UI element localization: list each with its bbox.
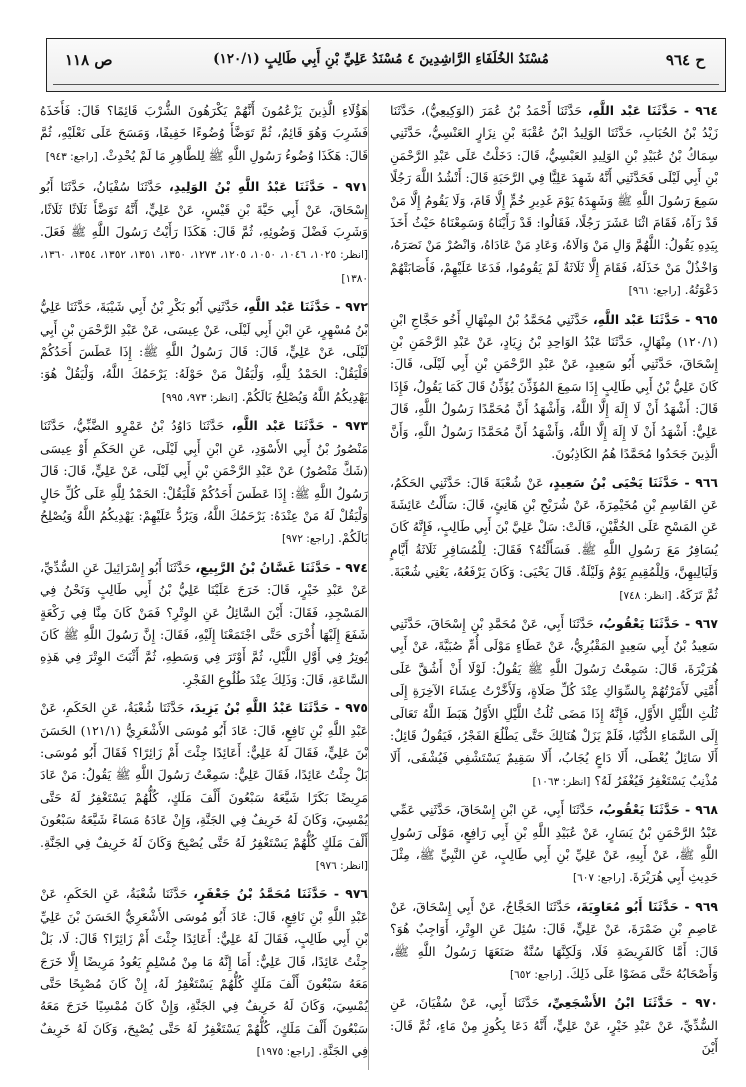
hadith-text: حَدَّثَنِي أَبُو بَكْرِ بْنُ أَبِي شَيْبَةَ، حَدَّثَنَا عَلِيُّ بْنُ مُسْهِرٍ، عَنِ ابْنِ أَبِي لَيْلَى، عَنْ عِيسَى، عَنْ عَبْدِ الرَّحْمَنِ بْنِ أَبِي لَيْلَى، عَنْ عَلِيٍّ، قَالَ: قَالَ رَسُولُ اللَّهِ ﷺ: إِذَا عَطَسَ أَحَدُكُمْ فَلْيَقُلْ: الحَمْدُ لِلَّهِ، وَلْيَقُلْ مَنْ حَوْلَهُ: يَرْحَمُكَ اللَّهُ، وَلْيَقُلْ هُوَ: يَهْدِيكُمُ اللَّهُ وَيُصْلِحُ بَالَكُمْ. [40,299,368,404]
hadith-text: حَدَّثَنَا شُعْبَةُ، عَنِ الحَكَمِ، عَنْ عَبْدِ اللَّهِ بْنِ نَافِعٍ، قَالَ: عَادَ أَبُو مُوسَى الأَشْعَرِيُّ الحَسَنَ بْنَ عَلِيِّ بْنِ أَبِي طَالِبٍ، فَقَالَ لَهُ عَلِيٌّ: أَعَائِدًا جِئْتَ أَمْ زَائِرًا؟ قَالَ: لَا، بَلْ جِئْتُ عَائِدًا، قَالَ عَلِيٌّ: أَمَا إِنَّهُ مَا مِنْ مُسْلِمٍ يَعُودُ مَرِيضًا إِلَّا خَرَجَ مَعَهُ سَبْعُونَ أَلْفَ مَلَكٍ كُلُّهُمْ يَسْتَغْفِرُ لَهُ، إِنْ كَانَ مُصْبِحًا حَتَّى يُمْسِيَ، وَكَانَ لَهُ خَرِيفٌ فِي الجَنَّةِ، وَإِنْ كَانَ مُمْسِيًا خَرَجَ مَعَهُ سَبْعُونَ أَلْفَ مَلَكٍ، كُلُّهُمْ يَسْتَغْفِرُ لَهُ حَتَّى يُصْبِحَ، وَكَانَ لَهُ خَرِيفٌ فِي الجَنَّةِ. [40,886,368,1059]
right-column [390,100,718,1066]
hadith-text: حَدَّثَنِي مُحَمَّدُ بْنُ المِنْهَالِ أَخُو حَجَّاجِ ابْنِ (١٢٠/١) مِنْهَالٍ، حَدَّثَنَا عَبْدُ الوَاحِدِ بْنُ زِيَادٍ، عَنْ عَبْدِ الرَّحْمَنِ بْنِ إِسْحَاقَ، حَدَّثَنِي أَبُو سَعِيدٍ، عَنْ عَبْدِ الرَّحْمَنِ بْنِ أَبِي لَيْلَى، قَالَ: كَانَ عَلِيُّ بْنُ أَبِي طَالِبٍ إِذَا سَمِعَ المُؤَذِّنَ يُؤَذِّنُ قَالَ كَمَا يَقُولُ، فَإِذَا قَالَ: أَشْهَدُ أَنْ لَا إِلَهَ إِلَّا اللَّهُ، وَأَشْهَدُ أَنَّ مُحَمَّدًا رَسُولُ اللَّهِ، قَالَ عَلِيٌّ: أَشْهَدُ أَنْ لَا إِلَهَ إِلَّا اللَّهُ، وَأَشْهَدُ أَنَّ مُحَمَّدًا رَسُولُ اللَّهِ، وَأَنَّ الَّذِينَ جَحَدُوا مُحَمَّدًا هُمُ الكَاذِبُونَ. [390,311,718,462]
hadith-974 [40,557,368,691]
hadith-972 [40,296,368,409]
hadith-text: حَدَّثَنَا أَبِي، عَنْ سُفْيَانَ، عَنِ السُّدِّيِّ، عَنْ عَبْدِ خَيْرٍ، عَنْ عَلِيٍّ، أَنَّهُ دَعَا بِكُوزٍ مِنْ مَاءٍ، ثُمَّ قَالَ: أَيْنَ [390,995,718,1056]
hadith-reference: [انظر: ٩٧٣، ٩٩٥] [161,391,238,404]
hadith-text: حَدَّثَنَا دَاوُدُ بْنُ عَمْرٍو الضَّبِّيُّ، حَدَّثَنَا مَنْصُورُ بْنُ أَبِي الأَسْوَدِ، عَنِ ابْنِ أَبِي لَيْلَى، عَنِ الحَكَمِ أَوْ عِيسَى (شَكَّ مَنْصُورٌ) عَنْ عَبْدِ الرَّحْمَنِ بْنِ أَبِي لَيْلَى، عَنْ عَلِيٍّ، قَالَ: قَالَ رَسُولُ اللَّهِ ﷺ: إِذَا عَطَسَ أَحَدُكُمْ فَلْيَقُلْ: الحَمْدُ لِلَّهِ عَلَى كُلِّ حَالٍ وَلْيَقُلْ لَهُ مَنْ عِنْدَهُ: يَرْحَمُكَ اللَّهُ، وَيَرُدُّ عَلَيْهِمْ: يَهْدِيكُمُ اللَّهُ وَيُصْلِحُ بَالَكُمْ. [40,418,368,546]
hadith-965 [390,309,718,466]
hadith-reference: [راجع: ٦٥٢] [509,969,563,982]
hadith-number: ٩٦٥ - حَدَّثَنَا عَبْد اللَّهِ، [592,311,718,327]
hadith-text: حَدَّثَنَا أَبِي، عَنِ ابْنِ إِسْحَاقَ، حَدَّثَنِي عَمِّي عَبْدُ الرَّحْمَنِ بْنُ يَسَارٍ، عَنْ عُبَيْدِ اللَّهِ بْنِ أَبِي رَافِعٍ، مَوْلَى رَسُولِ اللَّهِ ﷺ، عَنْ أَبِيهِ، عَنْ عَلِيِّ بْنِ أَبِي طَالِبٍ، عَنِ النَّبِيِّ ﷺ، مِثْلَ حَدِيثِ أَبِي هُرَيْرَةَ. [390,802,718,885]
hadith-975 [40,697,368,877]
hadith-reference: [انظر: ٧٤٨] [619,589,672,602]
hadith-964 [390,100,718,303]
hadith-reference: [راجع: ١٩٧٥] [256,1046,315,1059]
hadith-text: عَنْ شُعْبَةَ قَالَ: حَدَّثَنِي الحَكَمُ، عَنِ القَاسِمِ بْنِ مُخَيْمِرَةَ، عَنْ شُرَيْحِ بْنِ هَانِئٍ، قَالَ: سَأَلْتُ عَائِشَةَ عَنِ المَسْحِ عَلَى الخُفَّيْنِ، قَالَتْ: سَلْ عَلِيَّ بْنَ أَبِي طَالِبٍ، فَإِنَّهُ كَانَ يُسَافِرُ مَعَ رَسُولِ اللَّهِ ﷺ. فَسَأَلْتُهُ؟ فَقَالَ: لِلْمُسَافِرِ ثَلَاثَةُ أَيَّامٍ وَلَيَالِيهِنَّ، وَلِلْمُقِيمِ يَوْمٌ وَلَيْلَةٌ. قَالَ يَحْيَى: وَكَانَ يَرْفَعُهُ، يَعْنِي شُعْبَةَ. ثُمَّ تَرَكَهُ. [390,474,718,602]
header-page-number: ص ١١٨ [65,51,113,69]
hadith-973 [40,415,368,550]
hadith-reference: [انظر: ٩٧٦] [315,860,368,872]
hadith-966 [390,472,718,607]
hadith-970-continued [40,100,368,168]
hadith-976 [40,883,368,1063]
hadith-text: حَدَّثَنَا أَبِي، عَنْ مُحَمَّدِ بْنِ إِسْحَاقَ، حَدَّثَنِي سَعِيدُ بْنُ أَبِي سَعِيدٍ المَقْبُرِيُّ، عَنْ عَطَاءٍ مَوْلَى أُمِّ صُبَيَّةَ، عَنْ أَبِي هُرَيْرَةَ، قَالَ: سَمِعْتُ رَسُولَ اللَّهِ ﷺ يَقُولُ: لَوْلَا أَنْ أَشُقَّ عَلَى أُمَّتِي لَأَمَرْتُهُمْ بِالسِّوَاكِ عِنْدَ كُلِّ صَلَاةٍ، وَلَأَخَّرْتُ عِشَاءَ الآخِرَةِ إِلَى ثُلُثِ اللَّيْلِ الأَوَّلِ، فَإِنَّهُ إِذَا مَضَى ثُلُثُ اللَّيْلِ الأَوَّلُ هَبَطَ اللَّهُ تَعَالَى إِلَى السَّمَاءِ الدُّنْيَا، فَلَمْ يَزَلْ هُنَالِكَ حَتَّى يَطْلُعَ الفَجْرُ، فَيَقُولُ قَائِلٌ: أَلَا سَائِلٌ يُعْطَى، أَلَا دَاعٍ يُجَابُ، أَلَا سَقِيمٌ يَسْتَشْفِي فَيُشْفَى، أَلَا مُذْنِبٌ يَسْتَغْفِرُ فَيُغْفَرُ لَهُ؟ [390,615,718,788]
hadith-number: ٩٦٨ - حَدَّثَنَا يَعْقُوبُ، [598,802,718,818]
hadith-reference: [راجع: ٩٦١] [628,285,681,298]
hadith-number: ٩٧٣ - حَدَّثَنَا عَبْد اللَّهِ، [231,418,368,434]
header-title: مُسْنَدُ الخُلَفَاءِ الرَّاشِدِينَ ٤ مُسْنَدُ عَلِيِّ بْنِ أَبِي طَالِبٍ (١٢٠/١) [213,51,549,67]
hadith-number: ٩٦٧ - حَدَّثَنَا يَعْقُوبُ، [598,615,718,631]
hadith-number: ٩٧١ - حَدَّثَنَا عَبْدُ اللَّهِ بْنُ الوَلِيدِ، [168,179,368,195]
page-header [46,38,726,92]
hadith-967 [390,613,718,793]
hadith-text: حَدَّثَنَا الحَجَّاجُ، عَنْ أَبِي إِسْحَاقَ، عَنْ عَاصِمِ بْنِ ضَمْرَةَ، عَنْ عَلِيٍّ، قَالَ: سُئِلَ عَنِ الوِتْرِ، أَوَاجِبٌ هُوَ؟ قَالَ: أَمَّا كَالفَرِيضَةِ فَلَا، وَلَكِنَّهَا سُنَّةٌ صَنَعَهَا رَسُولُ اللَّهِ ﷺ، وَأَصْحَابُهُ حَتَّى مَضَوْا عَلَى ذَلِكَ. [390,898,718,982]
header-rule [53,84,719,85]
left-column [40,100,368,1070]
hadith-number: ٩٧٢ - حَدَّثَنَا عَبْد اللَّهِ، [243,299,368,315]
hadith-970 [390,992,718,1059]
hadith-reference: [راجع: ٩٤٣] [45,150,98,163]
hadith-number: ٩٦٦ - حَدَّثَنَا يَحْيَى بْنُ سَعِيدٍ، [548,474,718,490]
hadith-reference: [راجع: ٩٧٢] [281,533,335,546]
hadith-number: ٩٦٤ - حَدَّثَنَا عَبْد اللَّهِ، [587,103,718,118]
hadith-969 [390,896,718,987]
hadith-reference: [راجع: ٦٠٧] [573,872,626,885]
hadith-number: ٩٧٥ - حَدَّثَنَا عَبْدُ اللَّهِ بْنُ يَزِيدَ، [189,700,368,716]
hadith-number: ٩٦٩ - حَدَّثَنَا أَبُو مُعَاوِيَةَ، [576,898,718,914]
hadith-text: حَدَّثَنَا أَحْمَدُ بْنُ عُمَرَ (الوَكِيعِيُّ)، حَدَّثَنَا زَيْدُ بْنُ الحُبَابِ، حَدَّثَنَا الوَلِيدُ ابْنُ عُقْبَةَ بْنِ نِزَارٍ العَنْسِيُّ، حَدَّثَنِي سِمَاكُ بْنُ عُبَيْدِ بْنِ الوَلِيدِ العَبْسِيُّ، قَالَ: دَخَلْتُ عَلَى عَبْدِ الرَّحْمَنِ بْنِ أَبِي لَيْلَى فَحَدَّثَنِي أَنَّهُ شَهِدَ عَلِيًّا فِي الرَّحَبَةِ قَالَ: أَنْشُدُ اللَّهَ رَجُلًا سَمِعَ رَسُولَ اللَّهِ ﷺ وَشَهِدَهُ يَوْمَ غَدِيرِ خُمٍّ إِلَّا قَامَ، وَلَا يَقُومُ إِلَّا مَنْ قَدْ رَآهُ، فَقَامَ اثْنَا عَشَرَ رَجُلًا، فَقَالُوا: قَدْ رَأَيْنَاهُ وَسَمِعْنَاهُ حَيْثُ أَخَذَ بِيَدِهِ يَقُولُ: اللَّهُمَّ وَالِ مَنْ وَالَاهُ، وَعَادِ مَنْ عَادَاهُ، وَانْصُرْ مَنْ نَصَرَهُ، وَاخْذُلْ مَنْ خَذَلَهُ، فَقَامَ إِلَّا ثَلَاثَةٌ لَمْ يَقُومُوا، فَدَعَا عَلَيْهِمْ، فَأَصَابَتْهُمْ دَعْوَتُهُ. [390,103,718,298]
hadith-text: حَدَّثَنَا شُعْبَةُ، عَنِ الحَكَمِ، عَنْ عَبْدِ اللَّهِ بْنِ نَافِعٍ، قَالَ: عَادَ أَبُو مُوسَى الأَشْعَرِيُّ (١٢١/١) الحَسَنَ بْنَ عَلِيٍّ، فَقَالَ لَهُ عَلِيٌّ: أَعَائِدًا جِئْتَ أَمْ زَائِرًا؟ فَقَالَ أَبُو مُوسَى: بَلْ جِئْتُ عَائِدًا، فَقَالَ عَلِيٌّ: سَمِعْتُ رَسُولَ اللَّهِ ﷺ يَقُولُ: مَنْ عَادَ مَرِيضًا بَكَرًا شَيَّعَهُ سَبْعُونَ أَلْفَ مَلَكٍ، كُلُّهُمْ يَسْتَغْفِرُ لَهُ حَتَّى يُمْسِيَ، وَكَانَ لَهُ خَرِيفٌ فِي الجَنَّةِ، وَإِنْ عَادَهُ مَسَاءً شَيَّعَهُ سَبْعُونَ أَلْفَ مَلَكٍ كُلُّهُمْ يَسْتَغْفِرُ لَهُ حَتَّى يُصْبِحَ وَكَانَ لَهُ خَرِيفٌ فِي الجَنَّةِ. [40,700,368,850]
column-divider [368,100,369,1070]
hadith-reference: [انظر: ١٠٦٣] [532,775,591,788]
hadith-text: حَدَّثَنَا سُفْيَانُ، حَدَّثَنَا أَبُو إِسْحَاقَ، عَنْ أَبِي حَيَّةَ بْنِ قَيْسٍ، عَنْ عَلِيٍّ، أَنَّهُ تَوَضَّأَ ثَلَاثًا ثَلَاثًا، وَشَرِبَ فَضْلَ وَضُوئِهِ، ثُمَّ قَالَ: هَكَذَا رَأَيْتُ رَسُولَ اللَّهِ ﷺ فَعَلَ. [40,179,368,240]
hadith-number: ٩٧٤ - حَدَّثَنَا غَسَّانُ بْنُ الرَّبِيعِ، [195,559,368,575]
hadith-number: ٩٧٦ - حَدَّثَنَا مُحَمَّدُ بْنُ جَعْفَرٍ، [193,886,368,902]
hadith-text: هَؤُلَاءِ الَّذِينَ يَزْعُمُونَ أَنَّهُمْ يَكْرَهُونَ الشُّرْبَ قَائِمًا؟ قَالَ: فَأَخَذَهُ فَشَرِبَ وَهُوَ قَائِمٌ، ثُمَّ تَوَضَّأَ وُضُوءًا خَفِيفًا، وَمَسَحَ عَلَى نَعْلَيْهِ، ثُمَّ قَالَ: هَكَذَا وُضُوءُ رَسُولِ اللَّهِ ﷺ لِلطَّاهِرِ مَا لَمْ يُحْدِثْ. [40,103,368,163]
hadith-968 [390,799,718,890]
hadith-reference: [انظر: ١٠٢٥، ١٠٤٦، ١٠٥٠، ١٢٠٥، ١٢٧٣، ١٣٥٠، ١٣٥١، ١٣٥٢، ١٣٥٤، ١٣٦٠، ١٣٨٠] [40,249,369,285]
hadith-number: ٩٧٠ - حَدَّثَنَا ابْنُ الأَشْجَعِيِّ، [547,995,718,1011]
hadith-text: حَدَّثَنَا أَبُو إِسْرَائِيلَ عَنِ السُّدِّيِّ، عَنْ عَبْدِ خَيْرٍ، قَالَ: خَرَجَ عَلَيْنَا عَلِيُّ بْنُ أَبِي طَالِبٍ وَنَحْنُ فِي المَسْجِدِ، فَقَالَ: أَيْنَ السَّائِلُ عَنِ الوِتْرِ؟ فَمَنْ كَانَ مِنَّا فِي رَكْعَةٍ شَفَعَ إِلَيْهَا أُخْرَى حَتَّى اجْتَمَعْنَا إِلَيْهِ، فَقَالَ: إِنَّ رَسُولَ اللَّهِ ﷺ كَانَ يُوتِرُ فِي أَوَّلِ اللَّيْلِ، ثُمَّ أَوْتَرَ فِي وَسَطِهِ، ثُمَّ أَثْبَتَ الوِتْرَ فِي هَذِهِ السَّاعَةِ، قَالَ: وَذَلِكَ عِنْدَ طُلُوعِ الفَجْرِ. [40,559,368,687]
hadith-971 [40,176,368,290]
header-hadith-number: ح ٩٦٤ [665,51,705,69]
